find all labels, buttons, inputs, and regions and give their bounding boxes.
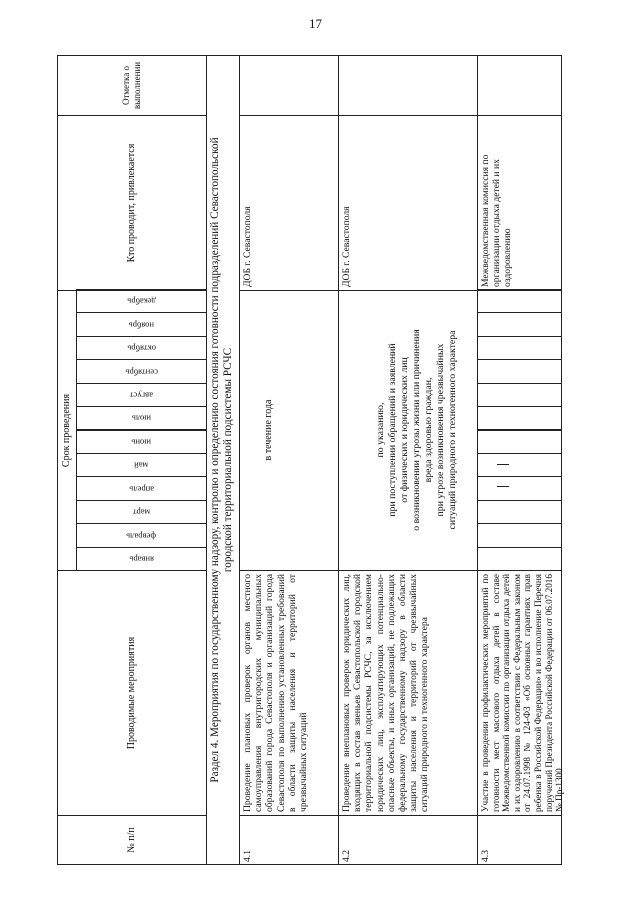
month-cell — [477, 500, 562, 524]
header-who-label: Кто проводит, привлекается — [126, 143, 137, 263]
month-label: май — [134, 460, 149, 471]
row-2-period-line: при угрозе возникновения чрезвычайных — [435, 343, 446, 517]
month-label: июнь — [131, 437, 152, 448]
month-label: январь — [129, 554, 154, 565]
month-cell — [477, 406, 562, 430]
row-2-period-line: от физических и юридических лиц — [399, 357, 410, 503]
header-who — [57, 115, 207, 291]
row-divider — [338, 115, 478, 291]
row-2-period-line: о возникновении угрозы жизни или причинения — [411, 329, 422, 531]
month-cell — [477, 312, 562, 336]
month-label: сентябрь — [125, 366, 158, 377]
row-2-period-line: вреда здоровью граждан, — [423, 377, 434, 483]
header-activity-label: Проводимые мероприятия — [126, 636, 137, 750]
section-title: Раздел 4. Мероприятия по государственному надзору, контролю и определению состояния готовности подразделений Севастопольской городской территориальной подсистемы РСЧС — [209, 137, 234, 783]
header-period-label: Срок проведения — [61, 393, 72, 468]
row-2-activity: Проведение внеплановых проверок юридических лиц, входящих в состав звеньев Севастопольской городской территориальной подсистемы РСЧС, за исключением юридических лиц, эксплуатирующих потенциально-опасные объекты, и иных организаций, не подлежащих федеральному государственному надзору в области защиты населения и территорий от чрезвычайных ситуаций природного и техногенного характера — [341, 574, 431, 812]
month-label: ноябрь — [128, 320, 155, 331]
header-num — [57, 815, 207, 865]
header-activity — [57, 570, 207, 816]
header-num-label: № п/п — [126, 827, 137, 853]
month-cell — [477, 523, 562, 547]
row-3-who: Межведомственная комиссия по организации отдыха детей и их оздоровлению — [480, 154, 514, 287]
header-mark-label: Отметка о выполнении — [121, 61, 142, 110]
month-cell — [477, 453, 562, 477]
row-1-period: в течение года — [263, 399, 274, 461]
month-label: июль — [132, 413, 152, 424]
header-mark — [57, 55, 207, 116]
row-2-period-line: при поступлении обращений и заявлений — [387, 343, 398, 517]
row-2-period-line: по указанию, — [375, 402, 386, 458]
month-cell — [477, 383, 562, 407]
row-divider — [239, 115, 339, 291]
row-3-activity: Участие в проведении профилактических мероприятий по готовности мест массового отдыха детей в составе Межведомственной комиссии по организации отдыха детей и их оздоровлению в соответствии с Федеральным законом от 24.07.1998 № 124-ФЗ «Об основных гарантиях прав ребенка в Российской Федерации» и во исполнение Перечня поручений Президента Российской Федерации от 06.07.2016 № Пр-1300 — [480, 574, 565, 812]
row-2-who: ДОБ г. Севастополя — [341, 206, 352, 287]
month-label: октябрь — [127, 343, 156, 354]
month-cell — [477, 547, 562, 571]
activities-table — [57, 55, 565, 865]
row-2-period-line: ситуаций природного и техногенного характера — [447, 330, 458, 530]
month-cell — [477, 430, 562, 454]
month-cell — [477, 289, 562, 313]
month-label: август — [129, 390, 154, 401]
row-1-activity: Проведение плановых проверок органов местного самоуправления внутригородских муниципальных образований города Севастополя и организаций города Севастополя по выполнению установленных требований в области защиты населения и территорий от чрезвычайных ситуаций — [242, 574, 310, 812]
month-cell — [477, 476, 562, 500]
row-1-who: ДОБ г. Севастополя — [242, 206, 253, 287]
month-cell — [477, 336, 562, 360]
month-cell — [477, 359, 562, 383]
header-period — [57, 290, 77, 571]
row-1-num: 4.1 — [242, 850, 253, 862]
month-label: февраль — [126, 530, 157, 541]
month-label: март — [132, 507, 151, 518]
month-label: декабрь — [127, 296, 156, 307]
row-2-num: 4.2 — [341, 850, 352, 862]
page-number: 17 — [309, 16, 322, 31]
month-label: апрель — [129, 484, 154, 495]
row-3-num: 4.3 — [480, 850, 491, 862]
